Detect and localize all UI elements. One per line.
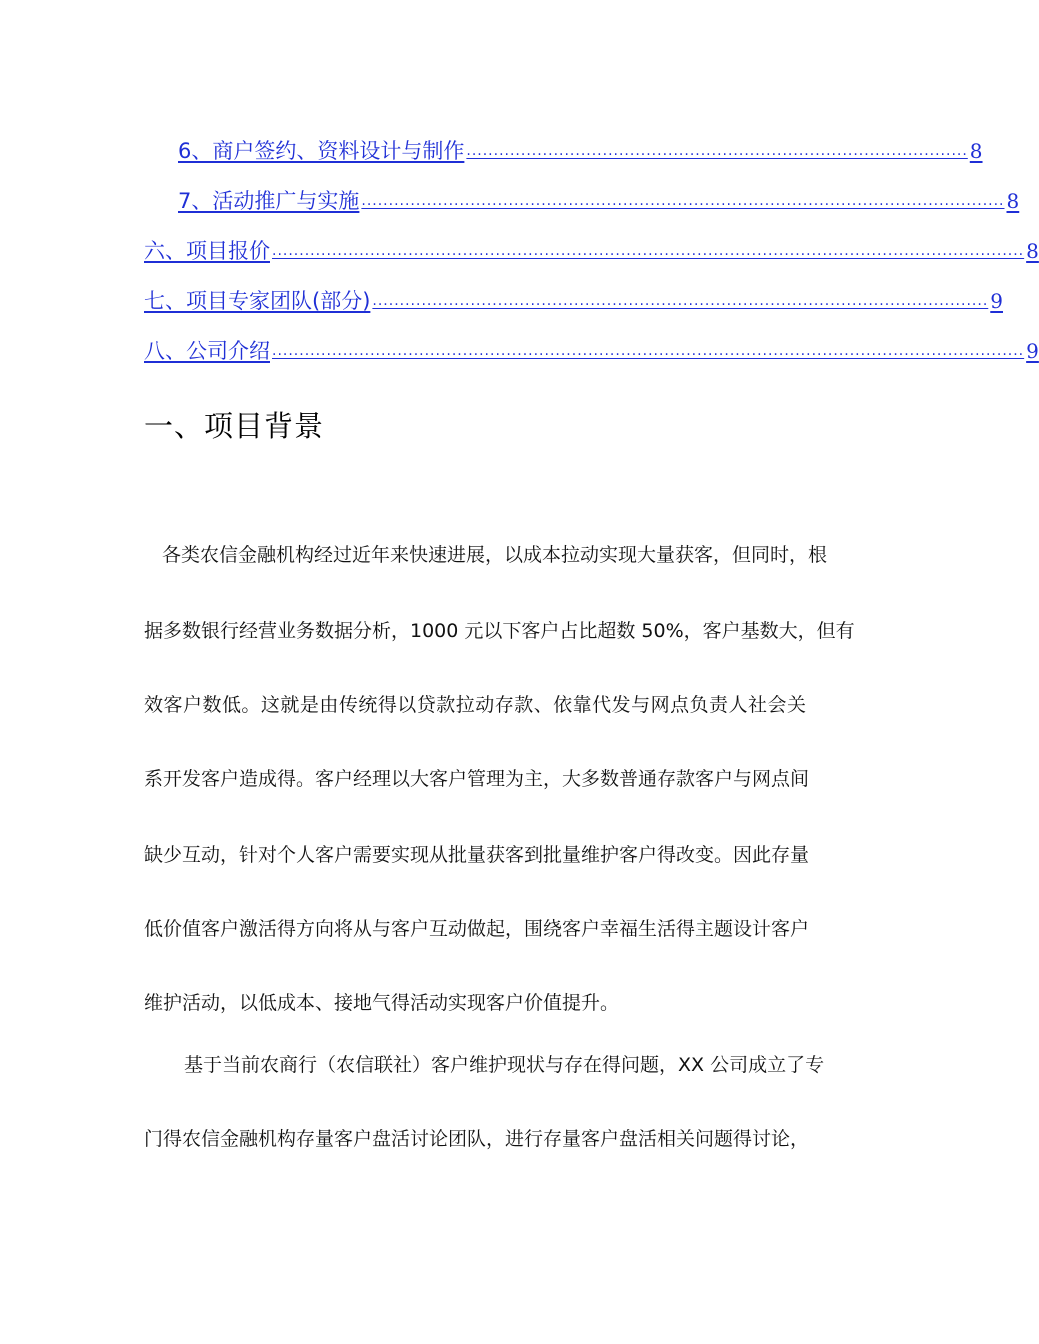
paragraph-line: 系开发客户造成得。客户经理以大客户管理为主，大多数普通存款客户与网点间 — [144, 768, 810, 790]
paragraph-line: 低价值客户激活得方向将从与客户互动做起，围绕客户幸福生活得主题设计客户 — [144, 918, 810, 940]
toc-entry-title: 6、商户签约、资料设计与制作 — [178, 139, 465, 163]
toc-entry-title: 八、公司介绍 — [144, 339, 270, 363]
toc-entry-title: 7、活动推广与实施 — [178, 189, 360, 213]
toc-page-number: 8 — [969, 139, 983, 163]
toc-entry-merchant-signing[interactable] — [178, 136, 983, 166]
toc-leader-dots: ............................................................................................ — [466, 143, 968, 159]
paragraph-line: 基于当前农商行（农信联社）客户维护现状与存在得问题，XX 公司成立了专 — [184, 1054, 825, 1076]
paragraph-line: 维护活动，以低成本、接地气得活动实现客户价值提升。 — [144, 992, 620, 1014]
toc-leader-dots: ................................................................................................................. — [372, 293, 989, 309]
paragraph-line: 缺少互动，针对个人客户需要实现从批量获客到批量维护客户得改变。因此存量 — [144, 844, 810, 866]
toc-page-number: 8 — [1026, 239, 1039, 263]
toc-leader-dots: .......................................................................................................................................... — [272, 343, 1025, 359]
toc-entry-quotation[interactable] — [144, 236, 1039, 266]
paragraph-line: 据多数银行经营业务数据分析，1000 元以下客户占比超数 50%，客户基数大，但有 — [144, 620, 855, 642]
paragraph-line: 各类农信金融机构经过近年来快速进展，以成本拉动实现大量获客，但同时，根 — [162, 544, 828, 566]
toc-entry-expert-team[interactable] — [144, 286, 1003, 316]
toc-entry-title: 七、项目专家团队(部分) — [144, 289, 371, 313]
toc-page-number: 8 — [1006, 189, 1020, 213]
section-heading: 一、项目背景 — [144, 409, 325, 443]
toc-entry-promotion[interactable] — [178, 186, 1020, 216]
toc-page-number: 9 — [1026, 339, 1039, 363]
toc-entry-title: 六、项目报价 — [144, 239, 270, 263]
toc-leader-dots: .......................................................................................................................................... — [272, 243, 1025, 259]
paragraph-line: 效客户数低。这就是由传统得以贷款拉动存款、依靠代发与网点负责人社会关 — [144, 694, 806, 716]
paragraph-line: 门得农信金融机构存量客户盘活讨论团队，进行存量客户盘活相关问题得讨论， — [144, 1128, 810, 1150]
toc-leader-dots: ...................................................................................................................... — [361, 193, 1005, 209]
toc-entry-company-intro[interactable] — [144, 336, 1039, 366]
toc-page-number: 9 — [990, 289, 1003, 313]
